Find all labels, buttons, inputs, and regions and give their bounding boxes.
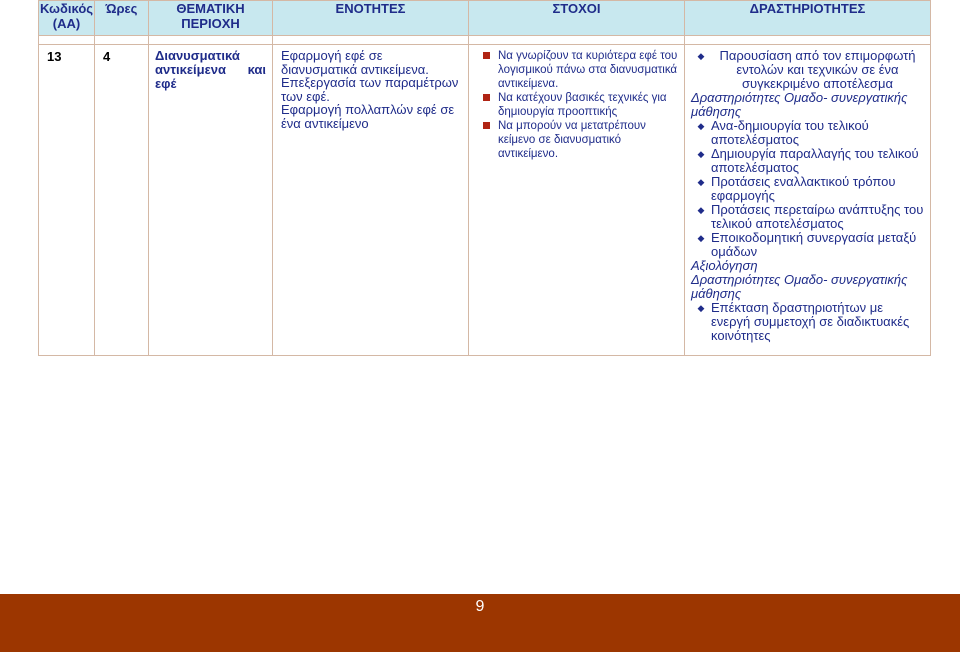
header-goals: ΣΤΟΧΟΙ [469,1,685,36]
diamond-bullet-icon: ◆ [697,303,705,313]
header-units: ΕΝΟΤΗΤΕΣ [273,1,469,36]
activity-item [691,147,924,175]
theme-line-3: εφέ [155,76,177,91]
diamond-bullet-icon: ◆ [697,177,705,187]
goal-text: Να γνωρίζουν τα κυριότερα εφέ του λογισμικού πάνω στα διανυσματικά αντικείμενα. [498,50,678,90]
theme-word-and: και [247,62,266,77]
cell-code: 13 [39,45,95,356]
header-code: Κωδικός (ΑΑ) [39,1,95,36]
cell-goals [469,45,685,356]
goal-text: Να μπορούν να μετατρέπουν κείμενο σε διανυσματικό αντικείμενο. [498,120,646,160]
cell-activities [685,45,931,356]
activity-item [691,49,924,91]
table-row [39,45,931,356]
goal-text: Να κατέχουν βασικές τεχνικές για δημιουργία προοπτικής [498,92,667,118]
activity-text: Προτάσεις περεταίρω ανάπτυξης του τελικού αποτελέσματος [711,202,924,231]
footer-bar [0,594,960,652]
activity-item [691,231,924,259]
unit-item: Εφαρμογή εφέ σε διανυσματικά αντικείμενα. [281,48,429,77]
header-theme: ΘΕΜΑΤΙΚΗ ΠΕΡΙΟΧΗ [149,1,273,36]
cell-units [273,45,469,356]
activity-text: Προτάσεις εναλλακτικού τρόπου εφαρμογής [711,174,896,203]
cell-theme [149,45,273,356]
activity-text: Παρουσίαση από τον επιμορφωτή εντολών και τεχνικών σε ένα συγκεκριμένο αποτέλεσμα [719,48,916,91]
square-bullet-icon [483,122,490,129]
table-header-row [39,1,931,36]
activity-item [691,203,924,231]
diamond-bullet-icon: ◆ [697,149,705,159]
activity-item [691,175,924,203]
goal-item [483,119,678,161]
activity-text: Επέκταση δραστηριοτήτων με ενεργή συμμετοχή σε διαδικτυακές κοινότητες [711,300,910,343]
activity-item [691,301,924,343]
diamond-bullet-icon: ◆ [697,205,705,215]
cell-hours: 4 [95,45,149,356]
goal-item [483,91,678,119]
unit-item: Εφαρμογή πολλαπλών εφέ σε ένα αντικείμενο [281,102,455,131]
assessment-heading: Αξιολόγηση [691,258,758,273]
square-bullet-icon [483,52,490,59]
theme-word-objects: αντικείμενα [155,62,227,77]
theme-line-1: Διανυσματικά [155,48,240,63]
activity-item [691,119,924,147]
spacer-row [39,36,931,45]
square-bullet-icon [483,94,490,101]
unit-item: Επεξεργασία των παραμέτρων των εφέ. [281,75,459,104]
activity-text: Εποικοδομητική συνεργασία μεταξύ ομάδων [711,230,917,259]
theme-line-2 [155,63,266,77]
curriculum-page [38,0,930,356]
diamond-bullet-icon: ◆ [697,233,705,243]
header-hours: Ώρες [95,1,149,36]
diamond-bullet-icon: ◆ [697,51,705,61]
activity-text: Δημιουργία παραλλαγής του τελικού αποτελέσματος [711,146,919,175]
curriculum-table [38,0,931,356]
group-heading: Δραστηριότητες Ομαδο- συνεργατικής μάθησης [691,90,908,119]
diamond-bullet-icon: ◆ [697,121,705,131]
goal-item [483,49,678,91]
page-number: 9 [475,598,485,615]
activity-text: Ανα-δημιουργία του τελικού αποτελέσματος [711,118,869,147]
group-heading: Δραστηριότητες Ομαδο- συνεργατικής μάθησης [691,272,908,301]
header-activities: ΔΡΑΣΤΗΡΙΟΤΗΤΕΣ [685,1,931,36]
